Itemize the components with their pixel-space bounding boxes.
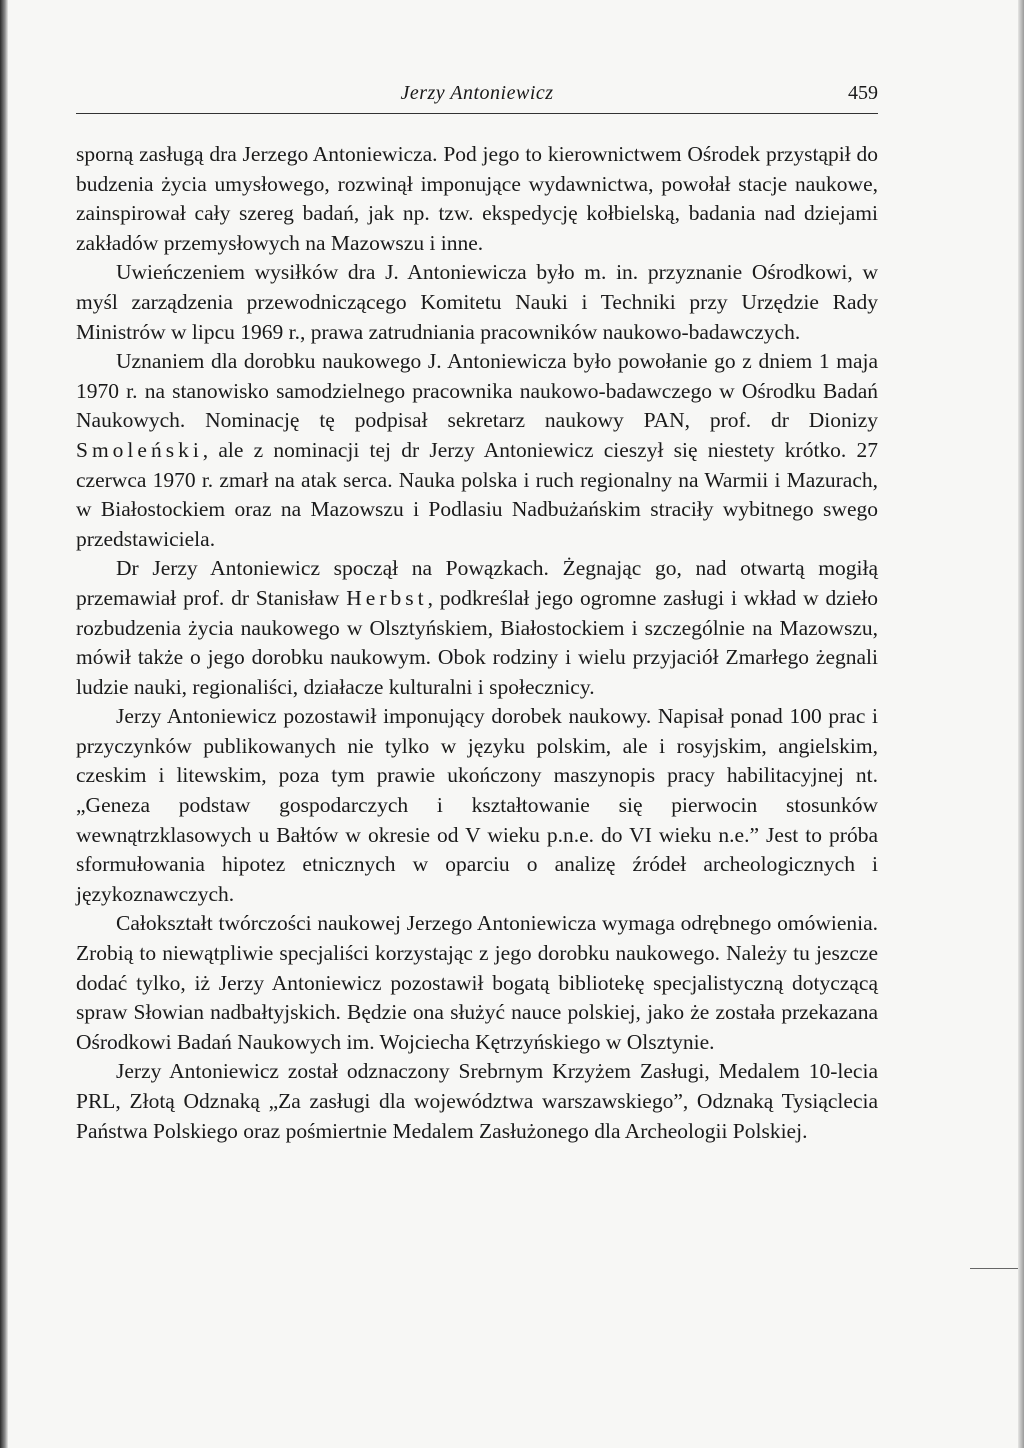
margin-mark: [970, 1268, 1018, 1269]
paragraph-text: Dr Jerzy Antoniewicz spoczął na Powązkach. Żegnając go, nad otwartą mogiłą przemawiał prof. dr Stanisław: [76, 556, 878, 610]
paragraph: [76, 258, 878, 347]
article-body: [76, 140, 878, 1146]
spaced-surname-smolenski: Smoleński: [76, 437, 203, 462]
paragraph-text: Uznaniem dla dorobku naukowego J. Antoniewicza było powołanie go z dniem 1 maja 1970 r. na stanowisko samodzielnego pracownika naukowo-badawczego w Ośrodku Badań Naukowych. Nominację tę podpisał sekretarz naukowy PAN, prof. dr Dionizy: [76, 349, 878, 433]
paragraph-text: Uwieńczeniem wysiłków dra J. Antoniewicza było m. in. przyznanie Ośrodkowi, w myśl zarządzenia przewodniczącego Komitetu Nauki i Techniki przy Urzędzie Rady Ministrów w lipcu 1969 r., prawa zatrudniania pracowników naukowo-badawczych.: [76, 260, 878, 344]
page-left-edge-shadow: [0, 0, 8, 1448]
spaced-surname-herbst: Herbst: [346, 585, 428, 610]
paragraph-text: Jerzy Antoniewicz pozostawił imponujący dorobek naukowy. Napisał ponad 100 prac i przyczynków publikowanych nie tylko w języku polskim, ale i rosyjskim, angielskim, czeskim i litewskim, poza tym prawie ukończony maszynopis pracy habilitacyjnej nt. „Geneza podstaw gospodarczych i kształtowanie się pierwocin stosunków wewnątrzklasowych u Bałtów w okresie od V wieku p.n.e. do VI wieku n.e.” Jest to próba sformułowania hipotez etnicznych w oparciu o analizę źródeł archeologicznych i językoznawczych.: [76, 704, 878, 906]
running-head: [76, 82, 878, 114]
paragraph: [76, 554, 878, 702]
header-rule: [76, 113, 878, 114]
paragraph-text: , podkreślał jego ogromne zasługi i wkład w dzieło rozbudzenia życia naukowego w Olsztyńskiem, Białostockiem i szczególnie na Mazowszu, mówił także o jego dorobku naukowym. Obok rodziny i wielu przyjaciół Zmarłego żegnali ludzie nauki, regionaliści, działacze kulturalni i społecznicy.: [76, 585, 878, 699]
page-right-edge-shadow: [1018, 0, 1024, 1448]
paragraph: [76, 702, 878, 909]
paragraph-text: sporną zasługą dra Jerzego Antoniewicza. Pod jego to kierownictwem Ośrodek przystąpił do budzenia życia umysłowego, rozwinął imponujące wydawnictwa, powołał stacje naukowe, zainspirował cały szereg badań, jak np. tzw. ekspedycję kołbielską, badania nad dziejami zakładów przemysłowych na Mazowszu i inne.: [76, 142, 878, 255]
paragraph-text: Całokształt twórczości naukowej Jerzego Antoniewicza wymaga odrębnego omówienia. Zrobią to niewątpliwie specjaliści korzystając z jego dorobku naukowego. Należy tu jeszcze dodać tylko, iż Jerzy Antoniewicz pozostawił bogatą bibliotekę specjalistyczną dotyczącą spraw Słowian nadbałtyjskich. Będzie ona służyć nauce polskiej, jako że została przekazana Ośrodkowi Badań Naukowych im. Wojciecha Kętrzyńskiego w Olsztynie.: [76, 911, 878, 1054]
page-number: 459: [848, 82, 878, 104]
paragraph-text: Jerzy Antoniewicz został odznaczony Srebrnym Krzyżem Zasługi, Medalem 10-lecia PRL, Złotą Odznaką „Za zasługi dla województwa warszawskiego”, Odznaką Tysiąclecia Państwa Polskiego oraz pośmiertnie Medalem Zasłużonego dla Archeologii Polskiej.: [76, 1059, 878, 1143]
paragraph: [76, 909, 878, 1057]
paragraph: [76, 1057, 878, 1146]
paragraph-text: , ale z nominacji tej dr Jerzy Antoniewicz cieszył się niestety krótko. 27 czerwca 1970 r. zmarł na atak serca. Nauka polska i ruch regionalny na Warmii i Mazurach, w Białostockiem oraz na Mazowszu i Podlasiu Nadbużańskim straciły wybitnego swego przedstawiciela.: [76, 437, 878, 551]
running-title: Jerzy Antoniewicz: [400, 82, 554, 104]
paragraph: [76, 347, 878, 554]
paragraph-continuation: [76, 140, 878, 258]
